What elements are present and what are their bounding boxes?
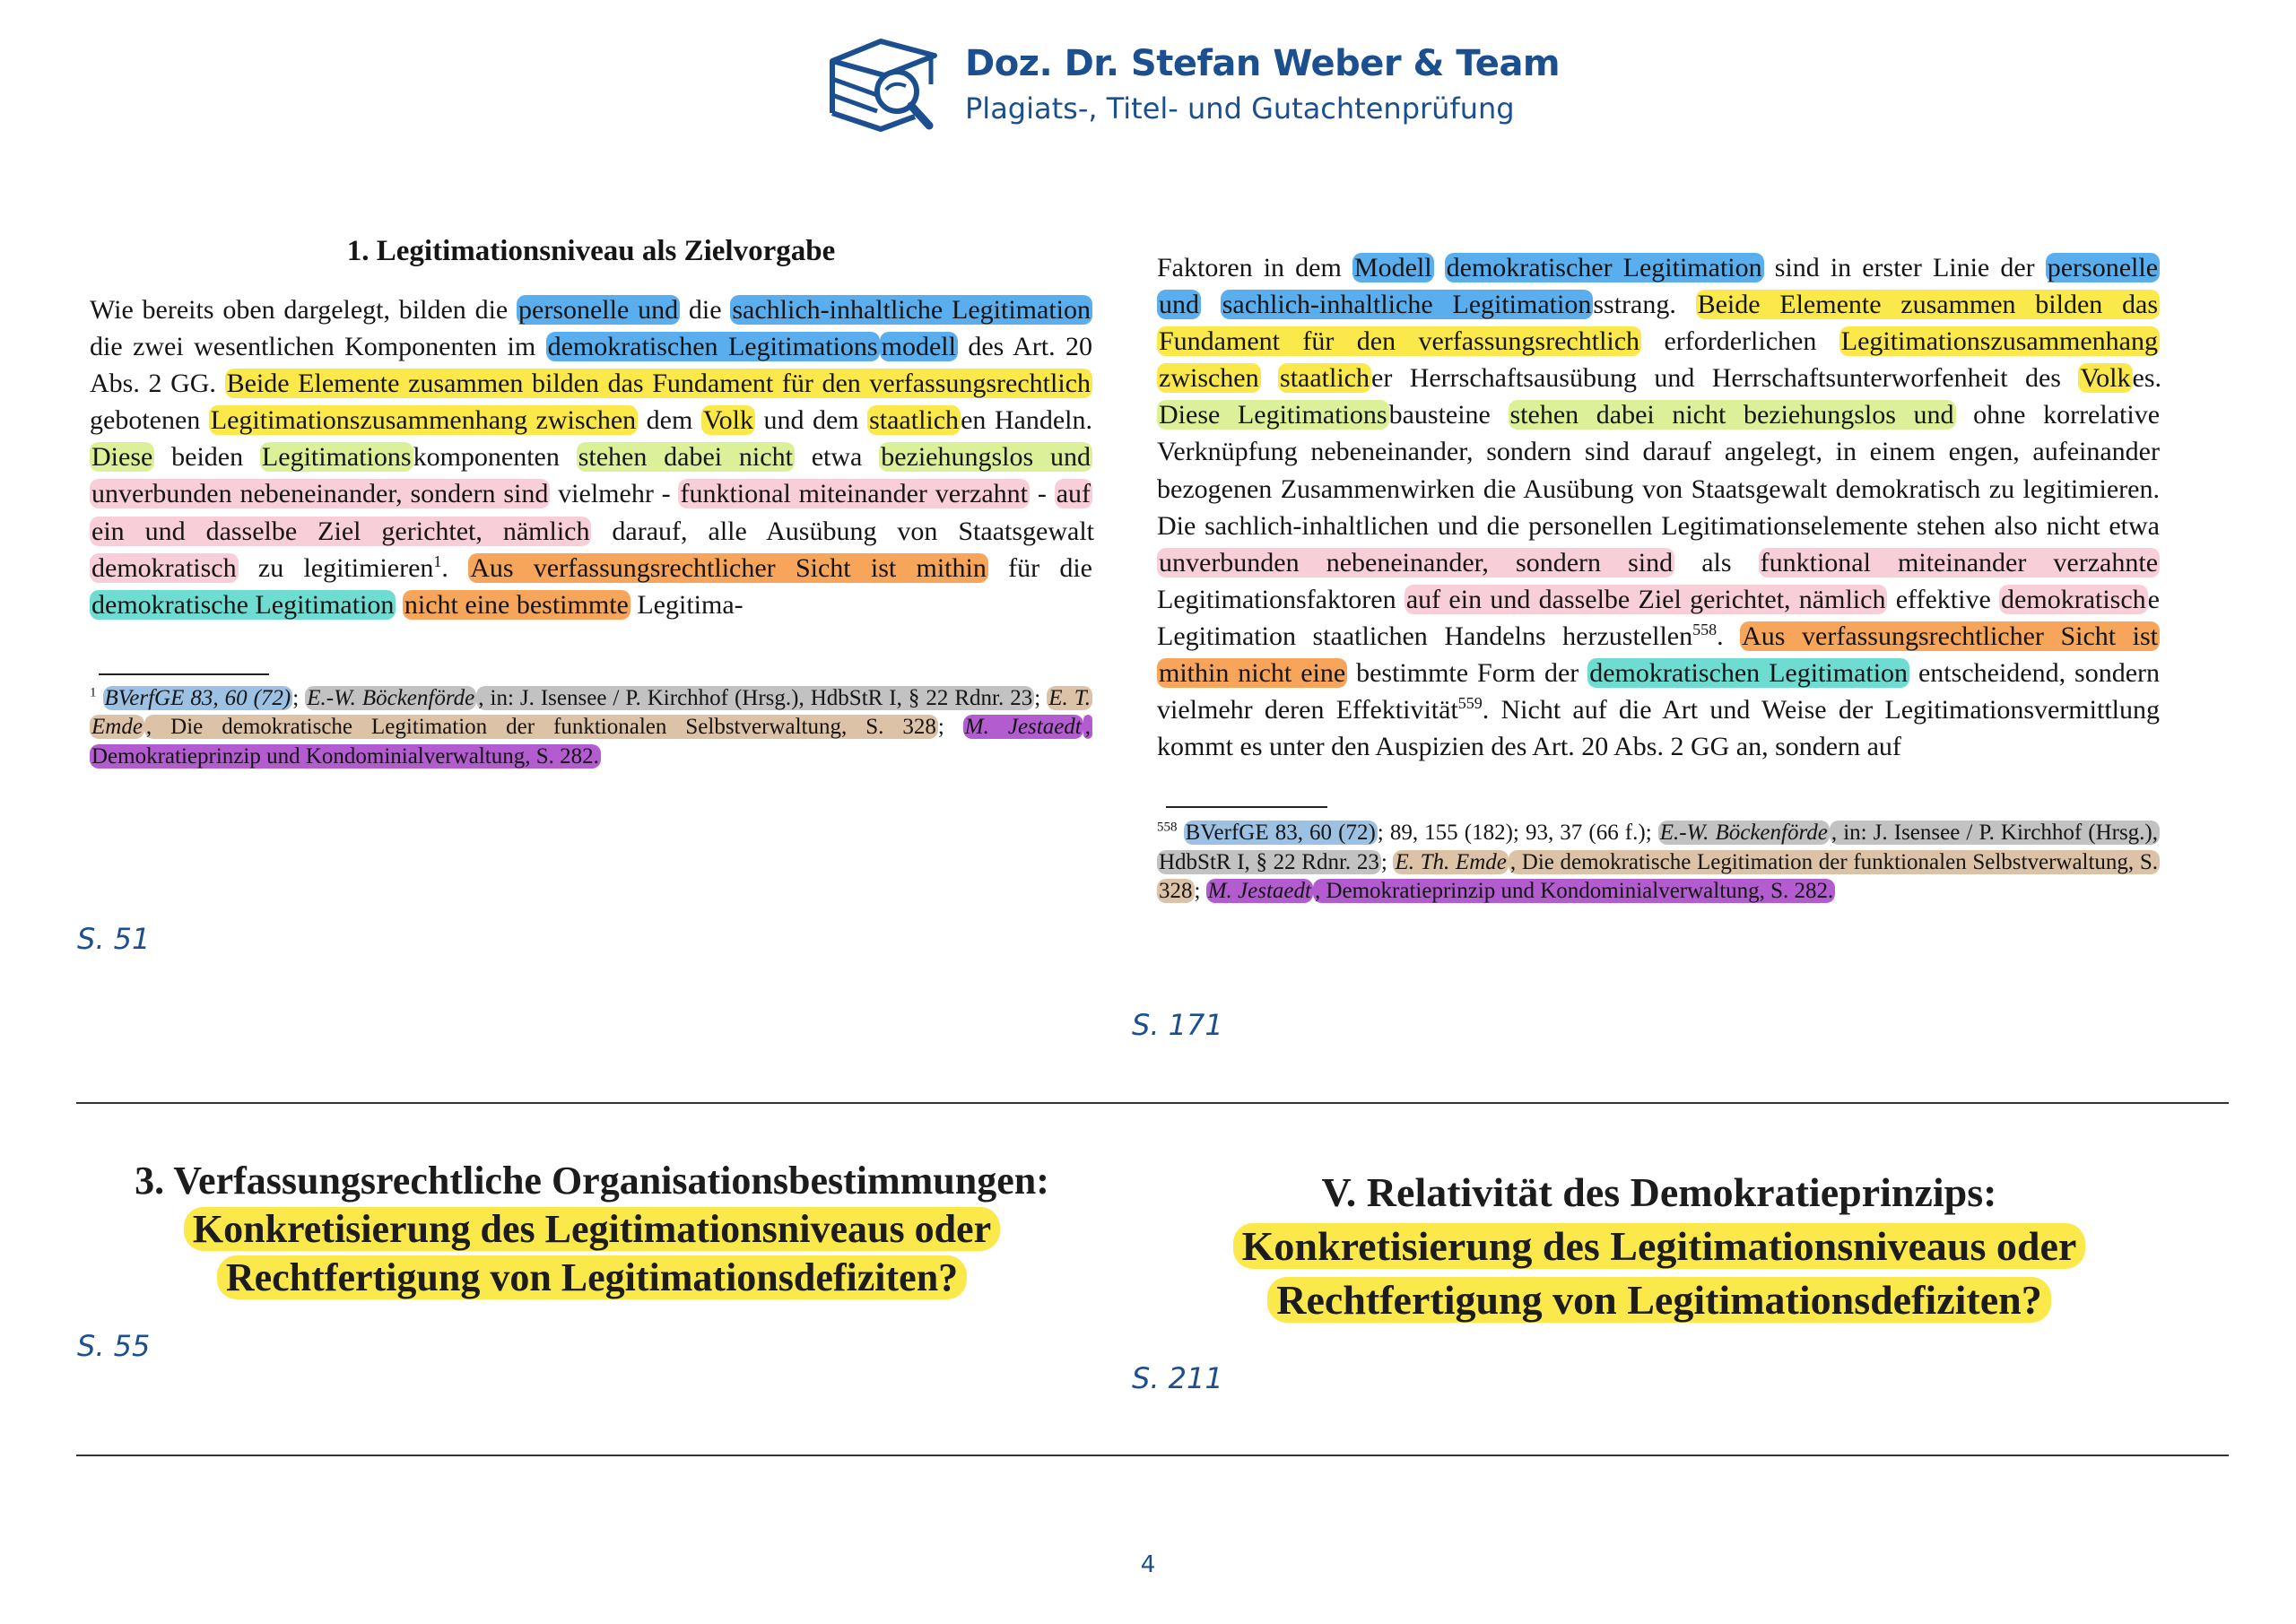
text-run xyxy=(97,686,103,710)
highlight-yellow: Legitimationszusammenhang zwischen xyxy=(1159,326,2158,394)
text-run: ohne korrelative Verknüpfung nebeneinander, sondern sind darauf angelegt, in einem engen, aufeinander bezogenen Zusammenwirken die Ausübung von Staatsgewalt demokratisch zu legitimieren. Die sachlich-inhaltlichen und die personellen Legitimationselemente stehen also nicht etwa xyxy=(1157,400,2161,541)
heading-highlight: Konkretisierung des Legitimationsniveaus oder xyxy=(1233,1223,2086,1269)
footnote-divider xyxy=(99,673,269,675)
text-run: Legitimationsfaktoren xyxy=(1157,584,1405,614)
highlight-blue: Modell xyxy=(1353,253,1432,282)
highlight-blue: demokratischer Legitimation xyxy=(1446,253,1762,282)
highlight-gray: , in: J. Isensee / P. Kirchhof (Hrsg.), HdbStR I, § 22 Rdnr. 23 xyxy=(478,685,1033,710)
text-run: zu legitimieren xyxy=(238,552,434,583)
text-run: als xyxy=(1674,547,1759,578)
text-run: die xyxy=(680,295,731,325)
highlight-purple: M. Jestaedt xyxy=(1207,879,1311,904)
highlight-pink: auf ein und dasselbe Ziel gerichtet, nämlich xyxy=(91,479,1091,546)
footnote-divider xyxy=(1166,806,1327,808)
text-run: vielmehr - xyxy=(550,479,679,509)
highlight-pink: demokratisch xyxy=(2001,584,2146,614)
highlight-yellow: Legitimationszusammenhang zwischen xyxy=(210,405,637,436)
highlight-lime: stehen dabei nicht beziehungslos und xyxy=(1509,400,1954,430)
text-run: Legitima- xyxy=(630,589,744,620)
page-number: 4 xyxy=(1140,1551,1156,1578)
text-run: darauf, alle Ausübung von Staatsgewalt xyxy=(591,516,1094,546)
highlight-pink: demokratisch xyxy=(91,552,237,583)
text-run: komponenten xyxy=(413,442,577,473)
text-run: - xyxy=(1030,479,1055,509)
highlight-pink: funktional miteinander verzahnt xyxy=(680,479,1029,509)
source-excerpt-left xyxy=(90,235,1092,771)
text-run xyxy=(396,590,403,620)
heading-line: 3. Verfassungsrechtliche Organisationsbestimmungen: xyxy=(135,1159,1049,1203)
footnote-marker: 1 xyxy=(90,685,97,700)
highlight-blue: sachlich-inhaltliche Legitimation xyxy=(732,295,1091,325)
highlight-gray: E.-W. Böckenförde xyxy=(1659,821,1828,846)
section-divider xyxy=(76,1455,2229,1456)
highlight-yellow: staatlich xyxy=(869,405,960,436)
highlight-lime: stehen dabei nicht xyxy=(578,442,793,473)
text-run: erforderlichen xyxy=(1641,326,1839,357)
page-reference-left: S. 51 xyxy=(77,922,151,956)
heading-excerpt-right xyxy=(1157,1166,2161,1327)
highlight-gray: E.-W. Böckenförde xyxy=(307,685,475,710)
header xyxy=(825,36,1561,143)
page-reference-right: S. 171 xyxy=(1132,1008,1223,1042)
heading-excerpt-left xyxy=(90,1157,1094,1302)
text-run: effektive xyxy=(1887,584,2000,614)
source-excerpt-right xyxy=(1157,249,2160,907)
text-run xyxy=(1261,363,1278,393)
heading-highlight: Rechtfertigung von Legitimationsdefiziten? xyxy=(217,1255,967,1299)
page-reference-heading-left: S. 55 xyxy=(77,1329,151,1363)
text-run: sind in erster Linie der xyxy=(1763,253,2046,282)
text-run: er Herrschaftsausübung und Herrschaftsunterworfenheit des xyxy=(1371,363,2079,394)
highlight-blue: sachlich-inhaltliche Legitimation xyxy=(1222,290,1592,320)
highlight-tan: E. T. Emde xyxy=(91,685,1091,740)
highlight-tan: E. Th. Emde xyxy=(1395,849,1507,874)
highlight-pink: funktional miteinander verzahnte xyxy=(1760,547,2159,578)
highlight-lime: beziehungslos und xyxy=(881,442,1091,473)
highlight-purple: , Demokratieprinzip und Kondominialverwaltung, S. 282. xyxy=(1314,879,1834,904)
highlight-purple: M. Jestaedt xyxy=(964,715,1082,740)
highlight-orange: nicht eine bestimmte xyxy=(404,589,629,620)
text-run: Faktoren in dem xyxy=(1157,253,1352,282)
highlight-teal: demokratischen Legitimation xyxy=(1589,658,1909,689)
excerpt-body xyxy=(1157,249,2160,765)
footnote-marker: 558 xyxy=(1692,620,1718,638)
text-run xyxy=(1201,290,1221,319)
text-run: gebotenen xyxy=(90,405,209,436)
highlight-purple: , Demokratieprinzip und Kondominialverwaltung, S. 282. xyxy=(91,715,1091,769)
highlight-blue: modell xyxy=(881,332,956,362)
text-run: Wie bereits oben dargelegt, bilden die xyxy=(90,295,517,325)
highlight-orange: Aus verfassungsrechtlicher Sicht ist mithin xyxy=(470,552,987,583)
highlight-yellow: Beide Elemente zusammen bilden das Fundament für den verfassungsrechtlich xyxy=(226,369,1091,399)
text-run: ; 89, 155 (182); 93, 37 (66 f.); xyxy=(1377,821,1658,846)
excerpt-footnote xyxy=(1157,819,2160,907)
text-run: . xyxy=(441,552,469,583)
highlight-pink: unverbunden nebeneinander, sondern sind xyxy=(91,479,549,509)
highlight-blue: personelle und xyxy=(1159,253,2159,320)
highlight-yellow: Volk xyxy=(2080,363,2131,394)
excerpt-body xyxy=(90,291,1092,623)
excerpt-footnote xyxy=(90,684,1092,772)
highlight-yellow: Volk xyxy=(702,405,753,436)
heading-highlight: Konkretisierung des Legitimationsniveaus oder xyxy=(184,1207,1000,1251)
heading-line: V. Relativität des Demokratieprinzips: xyxy=(1321,1169,1997,1215)
text-run: es. xyxy=(2132,363,2162,394)
highlight-gray: , in: J. Isensee / P. Kirchhof (Hrsg.), HdbStR I, § 22 Rdnr. 23 xyxy=(1159,821,2159,874)
text-run: ; xyxy=(1380,849,1394,874)
text-run: und dem xyxy=(754,405,868,436)
text-run xyxy=(1178,821,1184,845)
highlight-yellow: staatlich xyxy=(1280,363,1370,394)
text-run: etwa xyxy=(794,442,880,473)
book-magnifier-logo-icon xyxy=(825,36,951,135)
footnote-marker: 559 xyxy=(1457,694,1483,713)
text-run: bestimmte Form der xyxy=(1347,658,1588,689)
highlight-lblue: BVerfGE 83, 60 (72) xyxy=(104,685,291,710)
heading-highlight: Rechtfertigung von Legitimationsdefiziten? xyxy=(1267,1277,2050,1323)
text-run: en Handeln. xyxy=(961,405,1093,436)
text-run: ; xyxy=(937,715,963,740)
highlight-yellow: Beide Elemente zusammen bilden das Fundament für den verfassungsrechtlich xyxy=(1159,290,2158,357)
text-run: ; xyxy=(1194,879,1206,904)
highlight-lblue: BVerfGE 83, 60 (72) xyxy=(1185,821,1376,846)
highlight-lime: Diese Legitimations xyxy=(1159,400,1387,430)
brand-subtitle: Plagiats-, Titel- und Gutachtenprüfung xyxy=(965,91,1515,126)
text-run: ; xyxy=(292,685,306,710)
text-run: sstrang. xyxy=(1593,290,1696,320)
section-divider xyxy=(76,1102,2229,1104)
text-run: des Art. 20 Abs. 2 GG. xyxy=(90,332,1093,399)
highlight-blue: personelle und xyxy=(518,295,679,325)
text-run: bausteine xyxy=(1388,400,1509,430)
highlight-tan: , Die demokratische Legitimation der funktionalen Selbstverwaltung, S. 328 xyxy=(145,715,936,740)
brand-title: Doz. Dr. Stefan Weber & Team xyxy=(965,43,1561,84)
text-run: ; xyxy=(1034,685,1048,710)
excerpt-heading: 1. Legitimationsniveau als Zielvorgabe xyxy=(346,235,836,267)
highlight-orange: Aus verfassungsrechtlicher Sicht ist mithin nicht eine xyxy=(1159,621,2158,689)
text-run: entscheidend, sondern vielmehr deren Effektivität xyxy=(1157,658,2161,725)
page-reference-heading-right: S. 211 xyxy=(1132,1361,1223,1395)
text-run: . xyxy=(1717,621,1741,651)
text-run: die zwei wesentlichen Komponenten im xyxy=(90,332,546,362)
highlight-pink: auf ein und dasselbe Ziel gerichtet, nämlich xyxy=(1405,584,1886,614)
footnote-marker: 1 xyxy=(433,551,442,570)
text-run: dem xyxy=(638,405,701,436)
highlight-lime: Legitimations xyxy=(261,442,412,473)
footnote-marker: 558 xyxy=(1157,820,1178,835)
highlight-teal: demokratische Legitimation xyxy=(91,589,395,620)
highlight-tan: , Die demokratische Legitimation der funktionalen Selbstverwaltung, S. 328 xyxy=(1159,849,2158,904)
text-run xyxy=(1434,253,1445,282)
highlight-blue: demokratischen Legitimations xyxy=(547,332,878,362)
text-run: e Legitimation staatlichen Handelns herzustellen xyxy=(1157,584,2160,651)
highlight-lime: Diese xyxy=(91,442,153,473)
highlight-pink: unverbunden nebeneinander, sondern sind xyxy=(1159,547,1674,578)
text-run: . Nicht auf die Art und Weise der Legitimationsvermittlung kommt es unter den Auspizien des Art. 20 Abs. 2 GG an, sondern auf xyxy=(1157,695,2160,762)
text-run: beiden xyxy=(154,442,260,473)
text-run: für die xyxy=(987,552,1092,583)
